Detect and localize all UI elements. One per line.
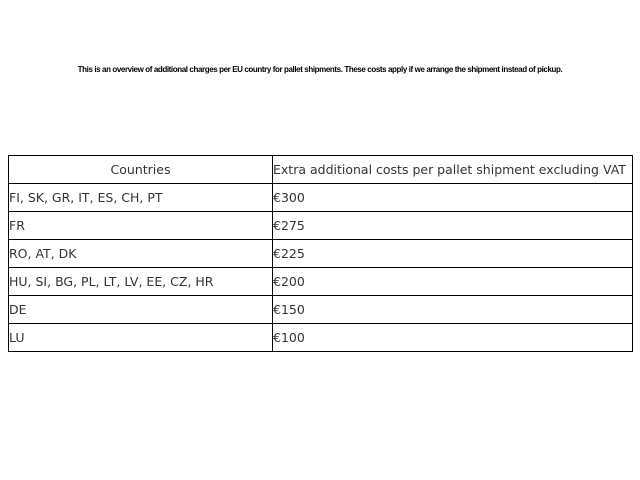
table-header-row [9,156,633,184]
table-body [9,184,633,352]
countries-cell: HU, SI, BG, PL, LT, LV, EE, CZ, HR [9,268,273,296]
cost-cell: €225 [273,240,633,268]
intro-text: This is an overview of additional charges per EU country for pallet shipments. These costs apply if we arrange the shipment instead of pickup. [77,65,563,74]
table-row [9,240,633,268]
header-countries: Countries [9,156,273,184]
countries-cell: FR [9,212,273,240]
countries-cell: LU [9,324,273,352]
cost-cell: €150 [273,296,633,324]
header-extra-costs: Extra additional costs per pallet shipment excluding VAT [273,156,633,184]
cost-cell: €200 [273,268,633,296]
cost-cell: €100 [273,324,633,352]
countries-cell: RO, AT, DK [9,240,273,268]
table-row [9,212,633,240]
charges-table [8,155,633,352]
cost-cell: €300 [273,184,633,212]
table-row [9,184,633,212]
countries-cell: DE [9,296,273,324]
table-row [9,324,633,352]
cost-cell: €275 [273,212,633,240]
table-row [9,296,633,324]
table-row [9,268,633,296]
countries-cell: FI, SK, GR, IT, ES, CH, PT [9,184,273,212]
